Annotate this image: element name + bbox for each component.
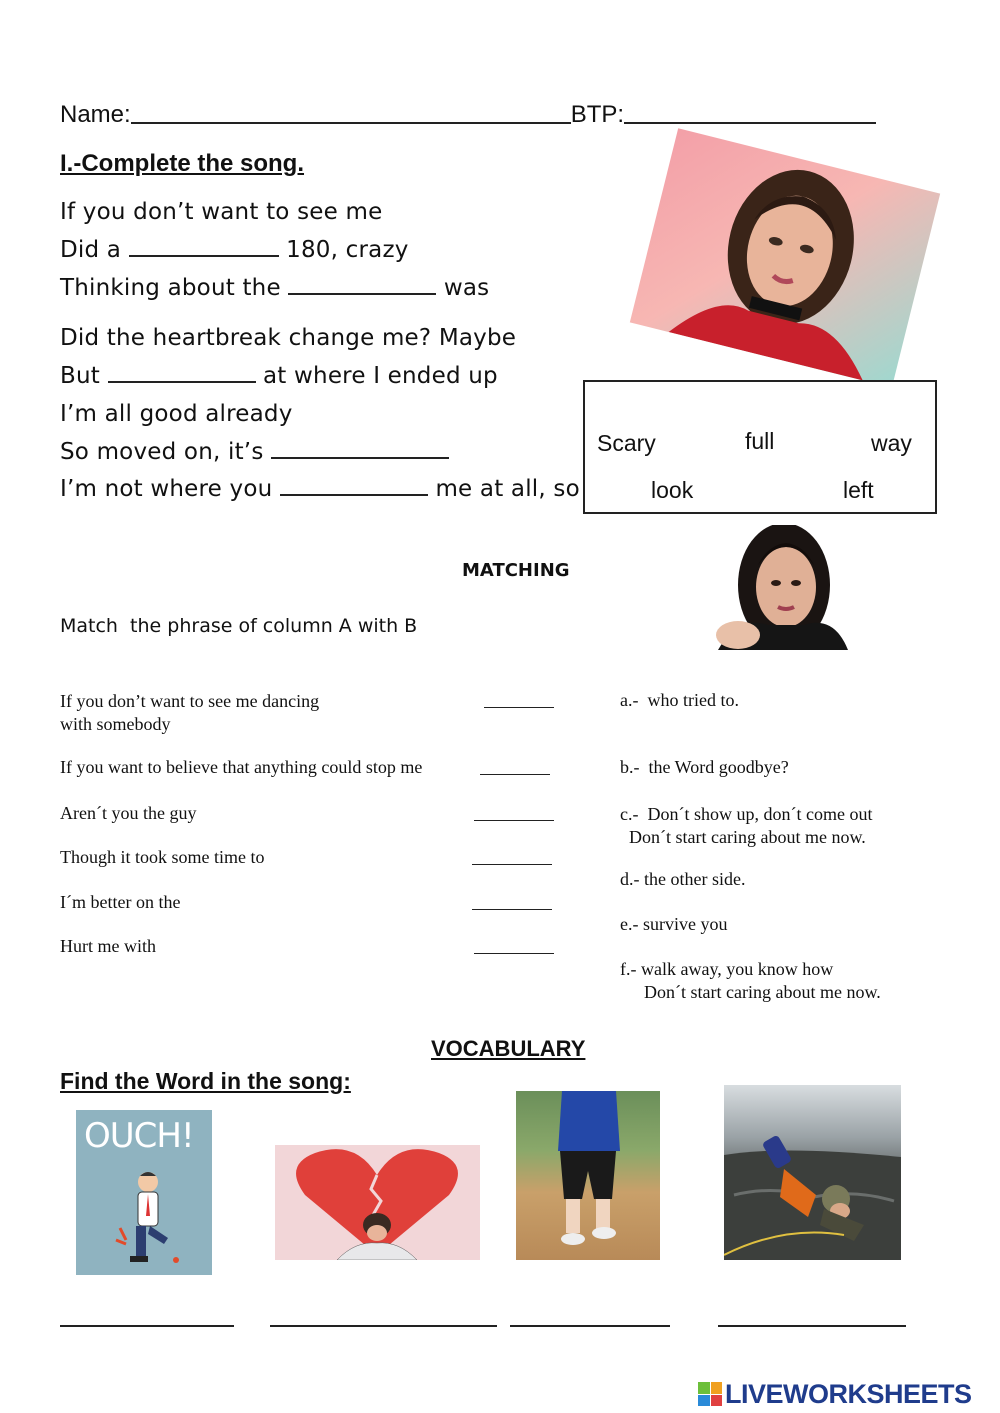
song-blank-4[interactable] [271,439,449,459]
btp-label: BTP: [570,101,625,128]
column-a-item-6: Hurt me with [60,936,156,956]
liveworksheets-logo [698,1380,972,1408]
answer-blank-5[interactable] [472,909,552,910]
vocabulary-subtitle: Find the Word in the song: [60,1068,351,1094]
vocab-answer-4[interactable] [718,1325,906,1327]
live-badge-icon [698,1382,722,1406]
answer-blank-3[interactable] [474,820,554,821]
btp-field[interactable] [622,100,874,130]
name-field[interactable] [135,100,575,130]
song-blank-1[interactable] [129,237,279,257]
word-bank-item: way [871,430,912,456]
column-b-item-e: e.- survive you [620,914,728,934]
section-title-complete-song: I.-Complete the song. [60,150,305,177]
song-line-3: Thinking about the was [60,275,490,301]
word-bank-box [583,380,937,514]
broken-heart-image [275,1145,480,1260]
name-label: Name: BTP: [60,100,876,129]
song-line-1: If you don’t want to see me [60,199,383,225]
song-blank-5[interactable] [280,476,428,496]
ouch-text: OUCH! [84,1116,194,1156]
vocabulary-title: VOCABULARY [431,1036,586,1061]
word-bank-item: full [745,428,775,454]
song-line-8: I’m not where you me at all, so [60,476,580,502]
song-line-4: Did the heartbreak change me? Maybe [60,325,517,351]
song-line-5: But at where I ended up [60,363,498,389]
vocab-answer-3[interactable] [510,1325,670,1327]
singer-photo-image [698,525,862,650]
column-a-item-2: If you want to believe that anything could stop me [60,757,423,777]
column-b-item-d: d.- the other side. [620,869,746,889]
column-a-item-4: Though it took some time to [60,847,265,867]
matching-title: MATCHING [462,560,570,581]
column-b-item-f: f.- walk away, you know how Don´t start caring about me now. [620,959,881,1002]
song-blank-3[interactable] [108,363,256,383]
column-b-item-a: a.- who tried to. [620,690,739,710]
ice-rescue-image [724,1085,901,1260]
answer-blank-2[interactable] [480,774,550,775]
answer-blank-6[interactable] [474,953,554,954]
song-line-6: I’m all good already [60,401,293,427]
word-bank-item: look [651,477,694,503]
walking-away-image [516,1091,660,1260]
song-line-7: So moved on, it’s [60,439,449,465]
singer-portrait-image [630,128,940,387]
ouch-image [76,1110,212,1275]
word-bank-item: Scary [597,430,656,456]
vocab-answer-1[interactable] [60,1325,234,1327]
matching-instruction: Match the phrase of column A with B [60,615,418,637]
song-line-2: Did a 180, crazy [60,237,409,263]
word-bank-item: left [843,477,874,503]
answer-blank-4[interactable] [472,864,552,865]
brand-name: LIVEWORKSHEETS [725,1378,972,1409]
column-a-item-1: If you don’t want to see me dancing with somebody [60,691,320,734]
column-a-item-3: Aren´t you the guy [60,803,197,823]
column-a-item-5: I´m better on the [60,892,181,912]
song-blank-2[interactable] [288,275,436,295]
answer-blank-1[interactable] [484,707,554,708]
vocab-answer-2[interactable] [270,1325,497,1327]
column-b-item-c: c.- Don´t show up, don´t come out Don´t start caring about me now. [620,804,873,847]
column-b-item-b: b.- the Word goodbye? [620,757,789,777]
